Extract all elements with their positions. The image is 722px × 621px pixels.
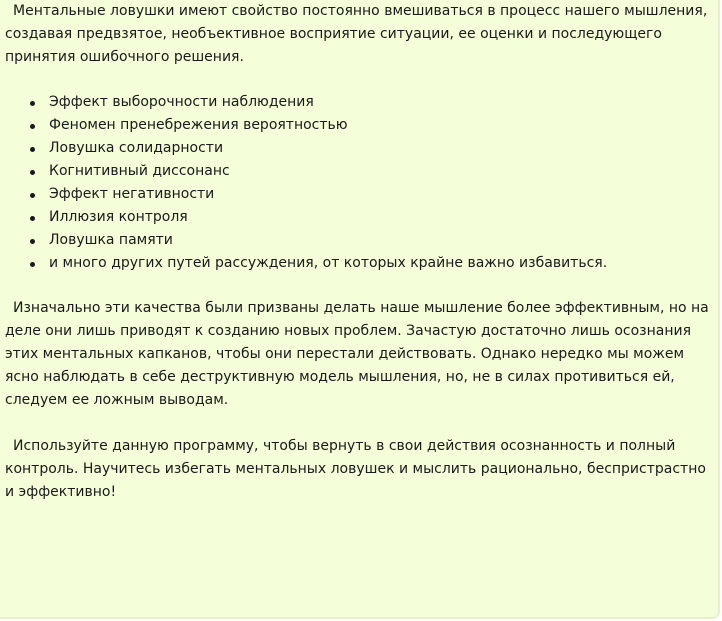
list-item: Когнитивный диссонанс bbox=[27, 160, 710, 183]
list-item: Феномен пренебрежения вероятностью bbox=[27, 114, 710, 137]
list-item: Эффект выборочности наблюдения bbox=[27, 91, 710, 114]
traps-list bbox=[5, 91, 710, 275]
list-item: Ловушка солидарности bbox=[27, 137, 710, 160]
list-item: и много других путей рассуждения, от которых крайне важно избавиться. bbox=[27, 252, 710, 275]
intro-paragraph: Ментальные ловушки имеют свойство постоянно вмешиваться в процесс нашего мышления, создавая предвзятое, необъективное восприятие ситуации, ее оценки и последующего принятия ошибочного решения. bbox=[5, 3, 708, 65]
middle-paragraph: Изначально эти качества были призваны делать наше мышление более эффективным, но на деле они лишь приводят к созданию новых проблем. Зачастую достаточно лишь осознания этих ментальных капканов, чтобы они перестали действовать. Однако нередко мы можем ясно наблюдать в себе деструктивную модель мышления, но, не в силах противиться ей, следуем ее ложным выводам. bbox=[5, 300, 709, 408]
list-item: Ловушка памяти bbox=[27, 229, 710, 252]
list-item: Иллюзия контроля bbox=[27, 206, 710, 229]
outro-paragraph: Используйте данную программу, чтобы вернуть в свои действия осознанность и полный контроль. Научитесь избегать ментальных ловушек и мыслить рационально, беспристрастно и эффективно! bbox=[5, 438, 706, 500]
list-item: Эффект негативности bbox=[27, 183, 710, 206]
